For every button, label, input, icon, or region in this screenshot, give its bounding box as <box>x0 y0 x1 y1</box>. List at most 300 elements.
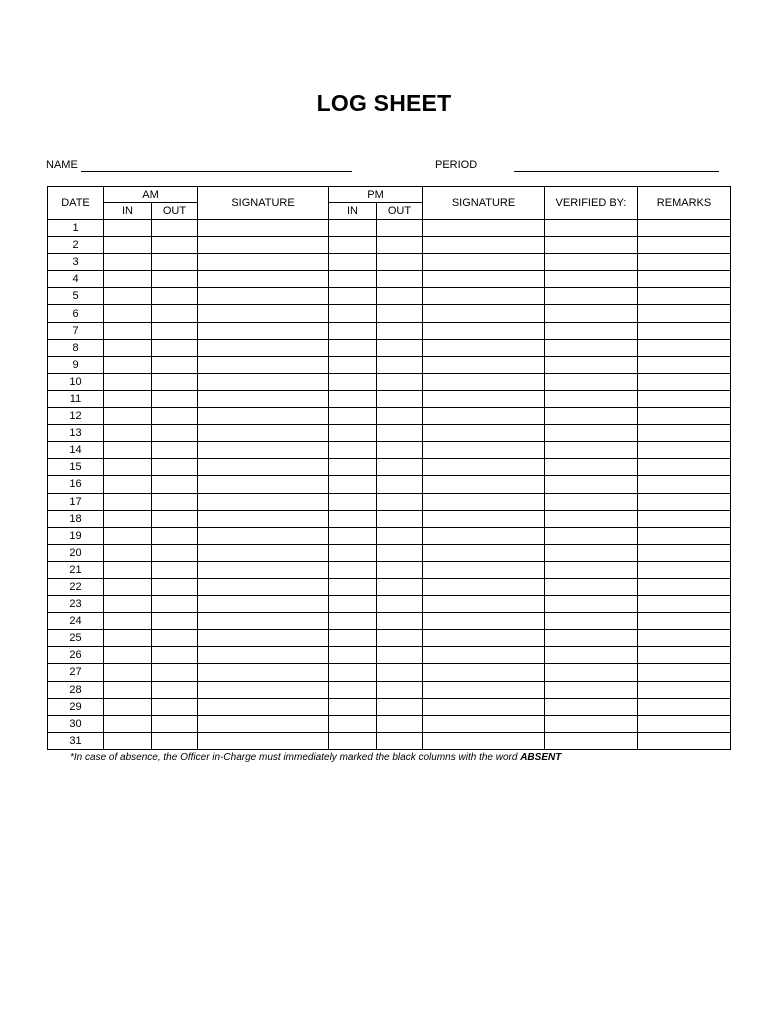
date-cell: 19 <box>48 527 104 544</box>
pm-in-cell[interactable] <box>329 732 377 749</box>
am-out-cell[interactable] <box>152 630 198 647</box>
signature-pm-cell[interactable] <box>423 373 545 390</box>
signature-am-cell[interactable] <box>198 527 329 544</box>
am-in-cell[interactable] <box>104 271 152 288</box>
pm-in-cell[interactable] <box>329 322 377 339</box>
pm-in-cell[interactable] <box>329 339 377 356</box>
remarks-cell[interactable] <box>638 305 731 322</box>
signature-pm-cell[interactable] <box>423 442 545 459</box>
verified-by-cell[interactable] <box>545 425 638 442</box>
pm-out-cell[interactable] <box>377 578 423 595</box>
table-row <box>48 322 731 339</box>
am-in-cell[interactable] <box>104 220 152 237</box>
verified-by-cell[interactable] <box>545 476 638 493</box>
am-out-cell[interactable] <box>152 493 198 510</box>
am-in-cell[interactable] <box>104 322 152 339</box>
am-out-cell[interactable] <box>152 254 198 271</box>
signature-am-cell[interactable] <box>198 271 329 288</box>
date-cell: 20 <box>48 544 104 561</box>
signature-am-cell[interactable] <box>198 442 329 459</box>
pm-out-cell[interactable] <box>377 596 423 613</box>
am-in-cell[interactable] <box>104 305 152 322</box>
pm-out-cell[interactable] <box>377 322 423 339</box>
signature-am-cell[interactable] <box>198 356 329 373</box>
date-cell: 30 <box>48 715 104 732</box>
signature-pm-cell[interactable] <box>423 578 545 595</box>
am-out-cell[interactable] <box>152 527 198 544</box>
pm-in-cell[interactable] <box>329 425 377 442</box>
am-out-cell[interactable] <box>152 664 198 681</box>
signature-am-cell[interactable] <box>198 664 329 681</box>
am-out-cell[interactable] <box>152 510 198 527</box>
pm-out-header: OUT <box>377 203 423 220</box>
verified-by-cell[interactable] <box>545 373 638 390</box>
pm-in-cell[interactable] <box>329 390 377 407</box>
am-in-cell[interactable] <box>104 613 152 630</box>
am-out-cell[interactable] <box>152 408 198 425</box>
verified-by-cell[interactable] <box>545 220 638 237</box>
signature-pm-cell[interactable] <box>423 647 545 664</box>
signature-am-cell[interactable] <box>198 373 329 390</box>
am-out-cell[interactable] <box>152 356 198 373</box>
am-out-cell[interactable] <box>152 698 198 715</box>
am-in-cell[interactable] <box>104 732 152 749</box>
signature-am-cell[interactable] <box>198 561 329 578</box>
table-row <box>48 356 731 373</box>
am-in-cell[interactable] <box>104 698 152 715</box>
date-cell: 21 <box>48 561 104 578</box>
pm-in-cell[interactable] <box>329 510 377 527</box>
table-row <box>48 613 731 630</box>
table-row <box>48 425 731 442</box>
signature-pm-cell[interactable] <box>423 288 545 305</box>
pm-in-cell[interactable] <box>329 254 377 271</box>
pm-in-cell[interactable] <box>329 630 377 647</box>
pm-in-cell[interactable] <box>329 715 377 732</box>
table-row <box>48 339 731 356</box>
pm-out-cell[interactable] <box>377 681 423 698</box>
remarks-cell[interactable] <box>638 271 731 288</box>
pm-in-cell[interactable] <box>329 578 377 595</box>
am-in-cell[interactable] <box>104 288 152 305</box>
signature-am-cell[interactable] <box>198 339 329 356</box>
signature-am-cell[interactable] <box>198 596 329 613</box>
signature-pm-cell[interactable] <box>423 254 545 271</box>
signature-pm-cell[interactable] <box>423 561 545 578</box>
verified-by-cell[interactable] <box>545 630 638 647</box>
table-row <box>48 732 731 749</box>
signature-am-cell[interactable] <box>198 732 329 749</box>
am-in-cell[interactable] <box>104 459 152 476</box>
date-cell: 14 <box>48 442 104 459</box>
date-cell: 3 <box>48 254 104 271</box>
signature-pm-cell[interactable] <box>423 271 545 288</box>
am-out-cell[interactable] <box>152 578 198 595</box>
signature-pm-cell[interactable] <box>423 237 545 254</box>
am-out-cell[interactable] <box>152 442 198 459</box>
date-cell: 8 <box>48 339 104 356</box>
remarks-cell[interactable] <box>638 356 731 373</box>
pm-out-cell[interactable] <box>377 254 423 271</box>
am-in-cell[interactable] <box>104 510 152 527</box>
verified-by-cell[interactable] <box>545 356 638 373</box>
verified-by-cell[interactable] <box>545 613 638 630</box>
pm-out-cell[interactable] <box>377 237 423 254</box>
am-out-cell[interactable] <box>152 373 198 390</box>
signature-am-cell[interactable] <box>198 425 329 442</box>
table-row <box>48 271 731 288</box>
verified-by-cell[interactable] <box>545 390 638 407</box>
remarks-cell[interactable] <box>638 442 731 459</box>
verified-by-cell[interactable] <box>545 596 638 613</box>
remarks-cell[interactable] <box>638 510 731 527</box>
am-in-cell[interactable] <box>104 356 152 373</box>
pm-in-cell[interactable] <box>329 613 377 630</box>
pm-out-cell[interactable] <box>377 732 423 749</box>
name-label: NAME <box>46 159 78 171</box>
signature-pm-cell[interactable] <box>423 476 545 493</box>
am-out-cell[interactable] <box>152 305 198 322</box>
table-row <box>48 288 731 305</box>
pm-out-cell[interactable] <box>377 715 423 732</box>
pm-out-cell[interactable] <box>377 510 423 527</box>
verified-by-cell[interactable] <box>545 493 638 510</box>
pm-in-cell[interactable] <box>329 493 377 510</box>
table-row <box>48 254 731 271</box>
verified-by-cell[interactable] <box>545 271 638 288</box>
date-cell: 28 <box>48 681 104 698</box>
signature-pm-cell[interactable] <box>423 527 545 544</box>
signature-pm-cell[interactable] <box>423 220 545 237</box>
am-in-cell[interactable] <box>104 476 152 493</box>
am-out-cell[interactable] <box>152 613 198 630</box>
signature-am-cell[interactable] <box>198 408 329 425</box>
signature-pm-cell[interactable] <box>423 459 545 476</box>
am-out-cell[interactable] <box>152 288 198 305</box>
pm-out-cell[interactable] <box>377 544 423 561</box>
pm-out-cell[interactable] <box>377 373 423 390</box>
signature-pm-cell[interactable] <box>423 698 545 715</box>
pm-out-cell[interactable] <box>377 425 423 442</box>
am-in-cell[interactable] <box>104 561 152 578</box>
pm-out-cell[interactable] <box>377 305 423 322</box>
pm-out-cell[interactable] <box>377 561 423 578</box>
am-in-cell[interactable] <box>104 373 152 390</box>
remarks-cell[interactable] <box>638 237 731 254</box>
pm-in-cell[interactable] <box>329 408 377 425</box>
signature-pm-cell[interactable] <box>423 390 545 407</box>
date-cell: 1 <box>48 220 104 237</box>
verified-by-cell[interactable] <box>545 288 638 305</box>
signature-pm-cell[interactable] <box>423 425 545 442</box>
log-table <box>47 186 731 750</box>
signature-am-cell[interactable] <box>198 578 329 595</box>
am-in-header: IN <box>104 203 152 220</box>
remarks-header: REMARKS <box>638 187 731 220</box>
pm-out-cell[interactable] <box>377 613 423 630</box>
remarks-cell[interactable] <box>638 544 731 561</box>
pm-out-cell[interactable] <box>377 493 423 510</box>
signature-pm-cell[interactable] <box>423 305 545 322</box>
pm-in-cell[interactable] <box>329 237 377 254</box>
signature-pm-cell[interactable] <box>423 613 545 630</box>
remarks-cell[interactable] <box>638 715 731 732</box>
signature-am-cell[interactable] <box>198 681 329 698</box>
pm-in-cell[interactable] <box>329 527 377 544</box>
table-row <box>48 237 731 254</box>
date-cell: 10 <box>48 373 104 390</box>
remarks-cell[interactable] <box>638 630 731 647</box>
date-cell: 22 <box>48 578 104 595</box>
remarks-cell[interactable] <box>638 596 731 613</box>
remarks-cell[interactable] <box>638 339 731 356</box>
date-cell: 12 <box>48 408 104 425</box>
name-field[interactable] <box>81 171 352 172</box>
date-cell: 11 <box>48 390 104 407</box>
remarks-cell[interactable] <box>638 681 731 698</box>
am-in-cell[interactable] <box>104 237 152 254</box>
am-in-cell[interactable] <box>104 544 152 561</box>
verified-by-cell[interactable] <box>545 459 638 476</box>
pm-out-cell[interactable] <box>377 698 423 715</box>
verified-by-cell[interactable] <box>545 715 638 732</box>
pm-in-cell[interactable] <box>329 442 377 459</box>
table-row <box>48 373 731 390</box>
remarks-cell[interactable] <box>638 408 731 425</box>
pm-out-cell[interactable] <box>377 647 423 664</box>
remarks-cell[interactable] <box>638 561 731 578</box>
am-out-cell[interactable] <box>152 459 198 476</box>
signature-am-cell[interactable] <box>198 613 329 630</box>
signature-am-cell[interactable] <box>198 459 329 476</box>
pm-in-cell[interactable] <box>329 271 377 288</box>
remarks-cell[interactable] <box>638 254 731 271</box>
remarks-cell[interactable] <box>638 476 731 493</box>
date-cell: 9 <box>48 356 104 373</box>
pm-out-cell[interactable] <box>377 220 423 237</box>
pm-in-cell[interactable] <box>329 544 377 561</box>
pm-out-cell[interactable] <box>377 339 423 356</box>
signature-pm-cell[interactable] <box>423 630 545 647</box>
remarks-cell[interactable] <box>638 390 731 407</box>
remarks-cell[interactable] <box>638 578 731 595</box>
am-in-cell[interactable] <box>104 681 152 698</box>
table-row <box>48 510 731 527</box>
pm-out-cell[interactable] <box>377 527 423 544</box>
signature-am-cell[interactable] <box>198 715 329 732</box>
am-in-cell[interactable] <box>104 630 152 647</box>
pm-out-cell[interactable] <box>377 271 423 288</box>
verified-by-cell[interactable] <box>545 561 638 578</box>
pm-in-cell[interactable] <box>329 305 377 322</box>
verified-by-cell[interactable] <box>545 732 638 749</box>
am-in-cell[interactable] <box>104 254 152 271</box>
footnote <box>70 752 561 763</box>
signature-am-cell[interactable] <box>198 237 329 254</box>
am-out-cell[interactable] <box>152 732 198 749</box>
verified-by-cell[interactable] <box>545 305 638 322</box>
pm-in-cell[interactable] <box>329 681 377 698</box>
remarks-cell[interactable] <box>638 220 731 237</box>
date-cell: 7 <box>48 322 104 339</box>
signature-am-cell[interactable] <box>198 220 329 237</box>
verified-by-cell[interactable] <box>545 527 638 544</box>
verified-by-cell[interactable] <box>545 322 638 339</box>
signature-am-cell[interactable] <box>198 630 329 647</box>
am-in-cell[interactable] <box>104 664 152 681</box>
date-cell: 5 <box>48 288 104 305</box>
page-title: LOG SHEET <box>316 90 452 116</box>
pm-in-cell[interactable] <box>329 220 377 237</box>
am-out-cell[interactable] <box>152 271 198 288</box>
pm-out-cell[interactable] <box>377 476 423 493</box>
pm-out-cell[interactable] <box>377 390 423 407</box>
remarks-cell[interactable] <box>638 698 731 715</box>
am-in-cell[interactable] <box>104 425 152 442</box>
am-out-cell[interactable] <box>152 476 198 493</box>
am-in-cell[interactable] <box>104 647 152 664</box>
am-out-cell[interactable] <box>152 220 198 237</box>
signature-pm-cell[interactable] <box>423 664 545 681</box>
period-field[interactable] <box>514 171 719 172</box>
pm-out-cell[interactable] <box>377 664 423 681</box>
table-row <box>48 578 731 595</box>
pm-out-cell[interactable] <box>377 459 423 476</box>
verified-by-cell[interactable] <box>545 681 638 698</box>
pm-in-cell[interactable] <box>329 356 377 373</box>
am-out-cell[interactable] <box>152 647 198 664</box>
signature-pm-cell[interactable] <box>423 339 545 356</box>
table-row <box>48 698 731 715</box>
am-in-cell[interactable] <box>104 596 152 613</box>
pm-out-cell[interactable] <box>377 630 423 647</box>
am-header: AM <box>104 187 198 203</box>
verified-by-cell[interactable] <box>545 442 638 459</box>
signature-am-cell[interactable] <box>198 476 329 493</box>
pm-out-cell[interactable] <box>377 442 423 459</box>
am-out-cell[interactable] <box>152 544 198 561</box>
signature-am-cell[interactable] <box>198 510 329 527</box>
signature-am-cell[interactable] <box>198 544 329 561</box>
remarks-cell[interactable] <box>638 647 731 664</box>
am-in-cell[interactable] <box>104 390 152 407</box>
date-cell: 18 <box>48 510 104 527</box>
pm-in-cell[interactable] <box>329 288 377 305</box>
signature-am-cell[interactable] <box>198 698 329 715</box>
pm-out-cell[interactable] <box>377 356 423 373</box>
pm-header: PM <box>329 187 423 203</box>
am-in-cell[interactable] <box>104 715 152 732</box>
signature-pm-cell[interactable] <box>423 510 545 527</box>
pm-in-cell[interactable] <box>329 373 377 390</box>
signature-am-cell[interactable] <box>198 647 329 664</box>
table-row <box>48 596 731 613</box>
verified-by-cell[interactable] <box>545 339 638 356</box>
pm-in-cell[interactable] <box>329 561 377 578</box>
pm-in-cell[interactable] <box>329 596 377 613</box>
signature-am-cell[interactable] <box>198 390 329 407</box>
pm-in-cell[interactable] <box>329 664 377 681</box>
table-row <box>48 664 731 681</box>
remarks-cell[interactable] <box>638 527 731 544</box>
remarks-cell[interactable] <box>638 493 731 510</box>
pm-in-cell[interactable] <box>329 698 377 715</box>
remarks-cell[interactable] <box>638 425 731 442</box>
signature-am-cell[interactable] <box>198 305 329 322</box>
pm-in-cell[interactable] <box>329 647 377 664</box>
signature-pm-cell[interactable] <box>423 544 545 561</box>
verified-by-cell[interactable] <box>545 578 638 595</box>
signature-pm-header: SIGNATURE <box>423 187 545 220</box>
signature-pm-cell[interactable] <box>423 596 545 613</box>
verified-by-cell[interactable] <box>545 408 638 425</box>
date-cell: 24 <box>48 613 104 630</box>
pm-out-cell[interactable] <box>377 408 423 425</box>
remarks-cell[interactable] <box>638 373 731 390</box>
remarks-cell[interactable] <box>638 459 731 476</box>
signature-am-cell[interactable] <box>198 493 329 510</box>
signature-pm-cell[interactable] <box>423 493 545 510</box>
am-in-cell[interactable] <box>104 493 152 510</box>
signature-pm-cell[interactable] <box>423 408 545 425</box>
signature-pm-cell[interactable] <box>423 732 545 749</box>
am-out-cell[interactable] <box>152 561 198 578</box>
am-out-cell[interactable] <box>152 681 198 698</box>
am-in-cell[interactable] <box>104 442 152 459</box>
am-out-header: OUT <box>152 203 198 220</box>
verified-by-cell[interactable] <box>545 510 638 527</box>
am-in-cell[interactable] <box>104 527 152 544</box>
date-cell: 31 <box>48 732 104 749</box>
remarks-cell[interactable] <box>638 322 731 339</box>
verified-by-cell[interactable] <box>545 254 638 271</box>
signature-pm-cell[interactable] <box>423 322 545 339</box>
am-out-cell[interactable] <box>152 390 198 407</box>
table-row <box>48 681 731 698</box>
am-out-cell[interactable] <box>152 322 198 339</box>
remarks-cell[interactable] <box>638 613 731 630</box>
table-row <box>48 390 731 407</box>
am-out-cell[interactable] <box>152 339 198 356</box>
verified-by-cell[interactable] <box>545 698 638 715</box>
verified-by-cell[interactable] <box>545 237 638 254</box>
signature-am-cell[interactable] <box>198 288 329 305</box>
verified-by-cell[interactable] <box>545 647 638 664</box>
am-out-cell[interactable] <box>152 237 198 254</box>
pm-out-cell[interactable] <box>377 288 423 305</box>
am-in-cell[interactable] <box>104 408 152 425</box>
am-in-cell[interactable] <box>104 339 152 356</box>
verified-by-cell[interactable] <box>545 664 638 681</box>
date-cell: 6 <box>48 305 104 322</box>
am-out-cell[interactable] <box>152 715 198 732</box>
remarks-cell[interactable] <box>638 732 731 749</box>
date-cell: 16 <box>48 476 104 493</box>
remarks-cell[interactable] <box>638 664 731 681</box>
pm-in-cell[interactable] <box>329 476 377 493</box>
signature-am-cell[interactable] <box>198 322 329 339</box>
am-out-cell[interactable] <box>152 596 198 613</box>
signature-pm-cell[interactable] <box>423 681 545 698</box>
signature-pm-cell[interactable] <box>423 356 545 373</box>
am-out-cell[interactable] <box>152 425 198 442</box>
signature-am-cell[interactable] <box>198 254 329 271</box>
remarks-cell[interactable] <box>638 288 731 305</box>
signature-pm-cell[interactable] <box>423 715 545 732</box>
pm-in-cell[interactable] <box>329 459 377 476</box>
verified-by-cell[interactable] <box>545 544 638 561</box>
am-in-cell[interactable] <box>104 578 152 595</box>
